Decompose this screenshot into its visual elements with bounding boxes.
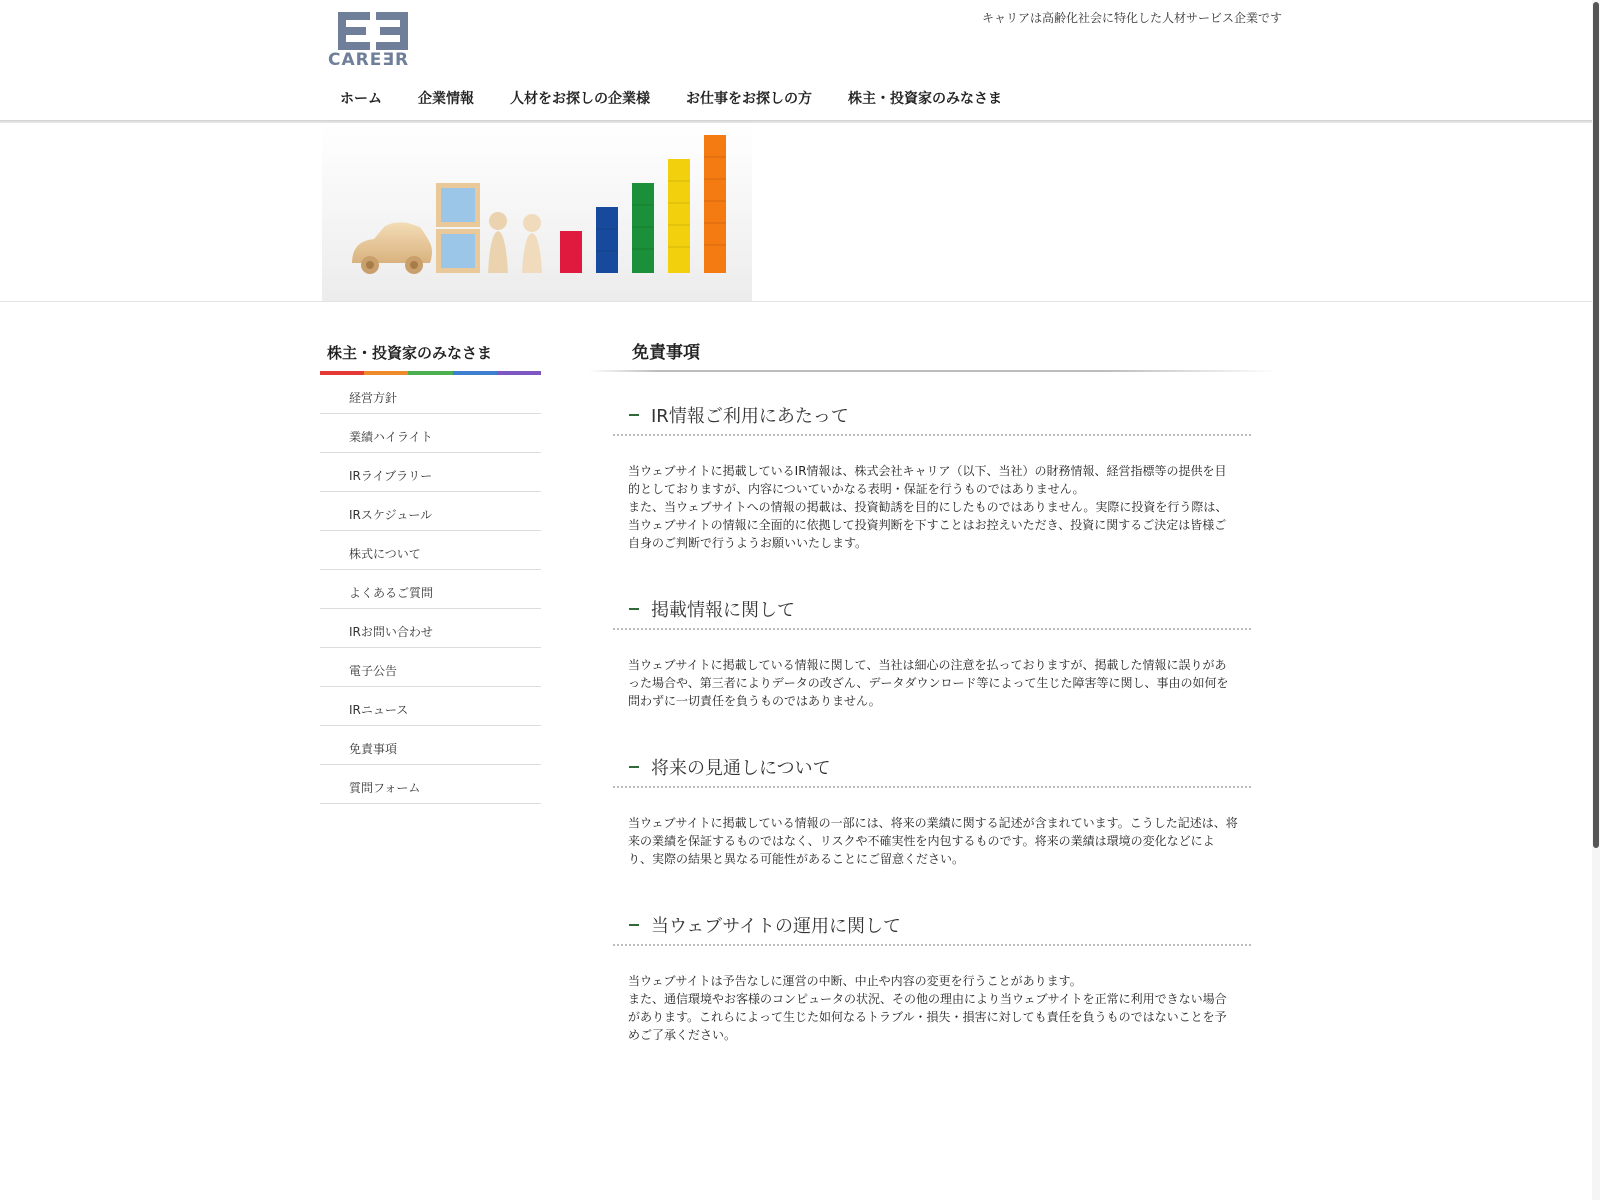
site-tagline: キャリアは高齢化社会に特化した人材サービス企業です [981,11,1282,25]
scrollbar-thumb[interactable] [1593,2,1599,848]
toy-blocks-banner-image [322,123,752,301]
dash-icon [629,924,639,926]
nav-item-investors[interactable]: 株主・投資家のみなさま [848,91,1002,107]
sidebar-item-question-form[interactable]: 質問フォーム [320,765,541,804]
rainbow-purple [497,371,541,375]
sidebar-item-performance-highlights[interactable]: 業績ハイライト [320,414,541,453]
sidebar-menu [320,375,541,804]
dash-icon [629,766,639,768]
nav-item-for-job-seekers[interactable]: お仕事をお探しの方 [686,91,812,107]
section-body [628,656,1238,710]
site-header [0,0,1600,122]
section-heading-text: IR情報ご利用にあたって [651,406,849,427]
sidebar-item-ir-schedule[interactable]: IRスケジュール [320,492,541,531]
sidebar-item-faq[interactable]: よくあるご質問 [320,570,541,609]
sidebar-item-ir-contact[interactable]: IRお問い合わせ [320,609,541,648]
dash-icon [629,608,639,610]
dash-icon [629,414,639,416]
section-paragraph: 当ウェブサイトに掲載している情報に関して、当社は細心の注意を払っておりますが、掲載した情報に誤りがあった場合や、第三者によりデータの改ざん、データダウンロード等によって生じた障害等に関し、事由の如何を問わずに一切責任を負うものではありません。 [628,658,1229,708]
page-title-divider [588,370,1278,372]
main-content [588,336,1278,1044]
section-body [628,814,1238,868]
section-paragraph: また、当ウェブサイトへの情報の掲載は、投資勧誘を目的にしたものではありません。実際に投資を行う際は、当ウェブサイトの情報に全面的に依拠して投資判断を下すことはお控えいただき、投資に関するご決定は皆様ご自身のご判断で行うようお願いいたします。 [628,500,1228,550]
section-body [628,462,1238,552]
hero-banner [0,123,1600,303]
section-paragraph: 当ウェブサイトは予告なしに運営の中断、中止や内容の変更を行うことがあります。 [628,974,1082,988]
hero-divider [0,301,1600,302]
section-paragraph: 当ウェブサイトに掲載しているIR情報は、株式会社キャリア（以下、当社）の財務情報、経営指標等の提供を目的としておりますが、内容についていかなる表明・保証を行うものではありません。 [628,464,1227,496]
rainbow-blue [453,371,497,375]
sidebar [320,336,541,804]
section-heading-text: 掲載情報に関して [651,600,795,621]
sidebar-item-management-policy[interactable]: 経営方針 [320,375,541,414]
section-paragraph: また、通信環境やお客様のコンピュータの状況、その他の理由により当ウェブサイトを正常に利用できない場合があります。これらによって生じた如何なるトラブル・損失・損害に対しても責任を負うものではないことを予めご了承ください。 [628,992,1227,1042]
sidebar-item-stock-info[interactable]: 株式について [320,531,541,570]
section-ir-info-usage [588,402,1278,552]
section-heading [613,402,1251,436]
section-heading-text: 将来の見通しについて [651,758,831,779]
section-heading-text: 当ウェブサイトの運用に関して [651,916,902,937]
page-scrollbar[interactable] [1592,0,1600,1200]
sidebar-item-ir-news[interactable]: IRニュース [320,687,541,726]
logo-text: CAREƎR [328,50,410,70]
sidebar-item-electronic-notice[interactable]: 電子公告 [320,648,541,687]
section-paragraph: 当ウェブサイトに掲載している情報の一部には、将来の業績に関する記述が含まれています。こうした記述は、将来の業績を保証するものではなく、リスクや不確実性を内包するものです。将来の業績は環境の変化などにより、実際の結果と異なる可能性があることにご留意ください。 [628,816,1238,866]
rainbow-red [320,371,364,375]
section-future-outlook [588,754,1278,868]
sidebar-rainbow-bar [320,371,541,375]
sidebar-title: 株主・投資家のみなさま [327,344,493,362]
rainbow-green [408,371,452,375]
section-posted-info [588,596,1278,710]
rainbow-orange [364,371,408,375]
nav-item-for-companies[interactable]: 人材をお探しの企業様 [510,91,650,107]
section-heading [613,912,1251,946]
page-title: 免責事項 [632,343,700,363]
section-heading [613,754,1251,788]
nav-item-company-info[interactable]: 企業情報 [418,91,474,107]
nav-item-home[interactable]: ホーム [340,91,382,107]
main-nav [322,84,1020,112]
section-site-operation [588,912,1278,1044]
logo-mark-icon [338,12,408,50]
section-body [628,972,1238,1044]
section-heading [613,596,1251,630]
sidebar-item-disclaimer[interactable]: 免責事項 [320,726,541,765]
company-logo[interactable] [328,10,420,70]
sidebar-item-ir-library[interactable]: IRライブラリー [320,453,541,492]
